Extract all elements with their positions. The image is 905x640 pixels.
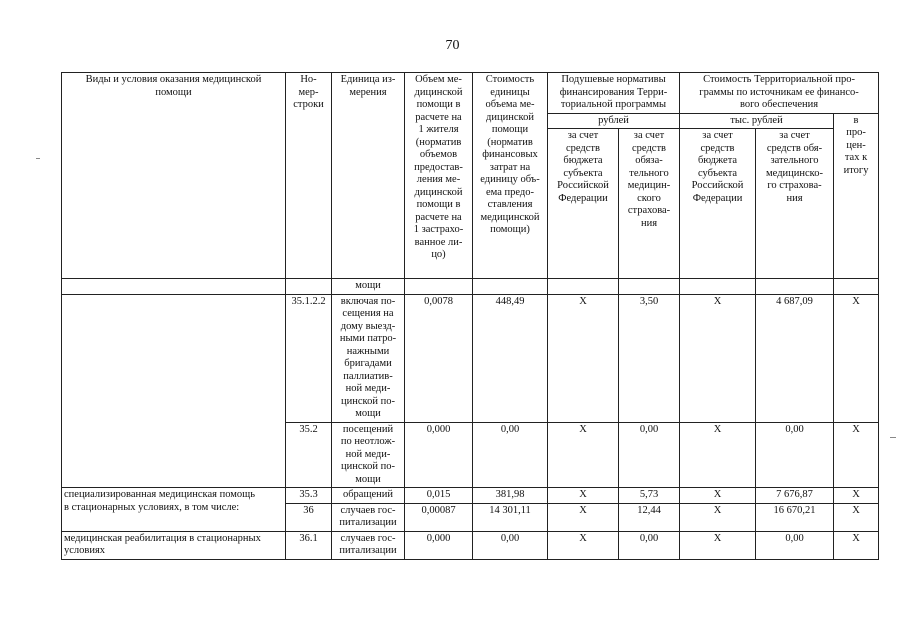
header-per-capita: Подушевые нормативы финансирования Терри- ториальной программы [548, 73, 680, 114]
header-program-cost: Стоимость Территориальной про- граммы по источникам ее финансо- вого обеспечения [680, 73, 879, 114]
cell-volume: 0,000 [405, 531, 473, 559]
cell-volume: 0,0078 [405, 294, 473, 422]
header-unit-rubles: рублей [548, 113, 680, 129]
cell-unit: случаев гос- питализации [332, 531, 405, 559]
cell-number: 35.2 [286, 422, 332, 488]
scan-mark [890, 437, 896, 438]
cell-volume: 0,015 [405, 488, 473, 504]
cell-unit: мощи [332, 279, 405, 295]
cell-oms-2: 16 670,21 [756, 503, 834, 531]
cell-oms-2: 7 676,87 [756, 488, 834, 504]
cell-care-type: медицинская реабилитация в стационарных условиях [62, 531, 286, 559]
scan-mark [36, 158, 40, 159]
header-oms-2: за счет средств обя- зательного медицинско- го страхова- ния [756, 129, 834, 279]
cell-oms-1: 0,00 [619, 422, 680, 488]
cell-cost [473, 279, 548, 295]
header-volume: Объем ме- дицинской помощи в расчете на 1 жителя (норматив объемов предостав- ления ме- дицинской помощи в расчете на 1 застрахо- ванное ли- цо) [405, 73, 473, 279]
cell-budget-2: X [680, 294, 756, 422]
header-row-number: Но- мер- строки [286, 73, 332, 279]
cell-budget-1: X [548, 503, 619, 531]
cell-care-type: специализированная медицинская помощь в стационарных условиях, в том числе: [62, 488, 286, 532]
cell-volume: 0,000 [405, 422, 473, 488]
cell-unit: случаев гос- питализации [332, 503, 405, 531]
cell-percent: X [834, 531, 879, 559]
cell-percent: X [834, 488, 879, 504]
cell-oms-1: 3,50 [619, 294, 680, 422]
cell-cost: 0,00 [473, 422, 548, 488]
cell-budget-2: X [680, 422, 756, 488]
cell-number: 36 [286, 503, 332, 531]
cell-unit: включая по- сещения на дому выезд- ными патро- нажными бригадами паллиатив- ной меди- цинской по- мощи [332, 294, 405, 422]
cell-budget-1: X [548, 488, 619, 504]
cell-percent: X [834, 503, 879, 531]
cell-number: 35.3 [286, 488, 332, 504]
cell-oms-2 [756, 279, 834, 295]
cell-oms-2: 4 687,09 [756, 294, 834, 422]
table-row [62, 488, 879, 504]
cell-budget-1: X [548, 531, 619, 559]
cell-percent: X [834, 294, 879, 422]
header-percent: в про- цен- тах к итогу [834, 113, 879, 279]
header-budget-1: за счет средств бюджета субъекта Российской Федерации [548, 129, 619, 279]
cell-oms-2: 0,00 [756, 422, 834, 488]
page-number: 70 [445, 38, 460, 53]
cell-budget-1: X [548, 294, 619, 422]
cell-oms-1: 0,00 [619, 531, 680, 559]
cell-budget-2 [680, 279, 756, 295]
financing-table [61, 72, 879, 560]
table-row [62, 294, 879, 422]
cell-oms-1 [619, 279, 680, 295]
cell-oms-2: 0,00 [756, 531, 834, 559]
cell-cost: 381,98 [473, 488, 548, 504]
cell-percent [834, 279, 879, 295]
header-unit-thousand-rubles: тыс. рублей [680, 113, 834, 129]
cell-budget-2: X [680, 488, 756, 504]
cell-number: 35.1.2.2 [286, 294, 332, 422]
header-unit-cost: Стоимость единицы объема ме- дицинской помощи (норматив финансовых затрат на единицу объ- ема предо- ставления медицинской помощи) [473, 73, 548, 279]
cell-oms-1: 5,73 [619, 488, 680, 504]
cell-care-type [62, 279, 286, 295]
cell-number: 36.1 [286, 531, 332, 559]
table-row [62, 279, 879, 295]
cell-number [286, 279, 332, 295]
cell-cost: 14 301,11 [473, 503, 548, 531]
cell-oms-1: 12,44 [619, 503, 680, 531]
header-row-1 [62, 73, 879, 114]
cell-unit: посещений по неотлож- ной меди- цинской по- мощи [332, 422, 405, 488]
cell-unit: обращений [332, 488, 405, 504]
cell-budget-2: X [680, 531, 756, 559]
cell-cost: 0,00 [473, 531, 548, 559]
header-oms-1: за счет средств обяза- тельного медицин- ского страхова- ния [619, 129, 680, 279]
cell-cost: 448,49 [473, 294, 548, 422]
cell-care-type [62, 294, 286, 488]
cell-percent: X [834, 422, 879, 488]
cell-volume: 0,00087 [405, 503, 473, 531]
header-unit: Единица из- мерения [332, 73, 405, 279]
header-budget-2: за счет средств бюджета субъекта Российской Федерации [680, 129, 756, 279]
cell-budget-1 [548, 279, 619, 295]
cell-budget-1: X [548, 422, 619, 488]
cell-budget-2: X [680, 503, 756, 531]
header-care-type: Виды и условия оказания медицинской помощи [62, 73, 286, 279]
cell-volume [405, 279, 473, 295]
table-row [62, 531, 879, 559]
